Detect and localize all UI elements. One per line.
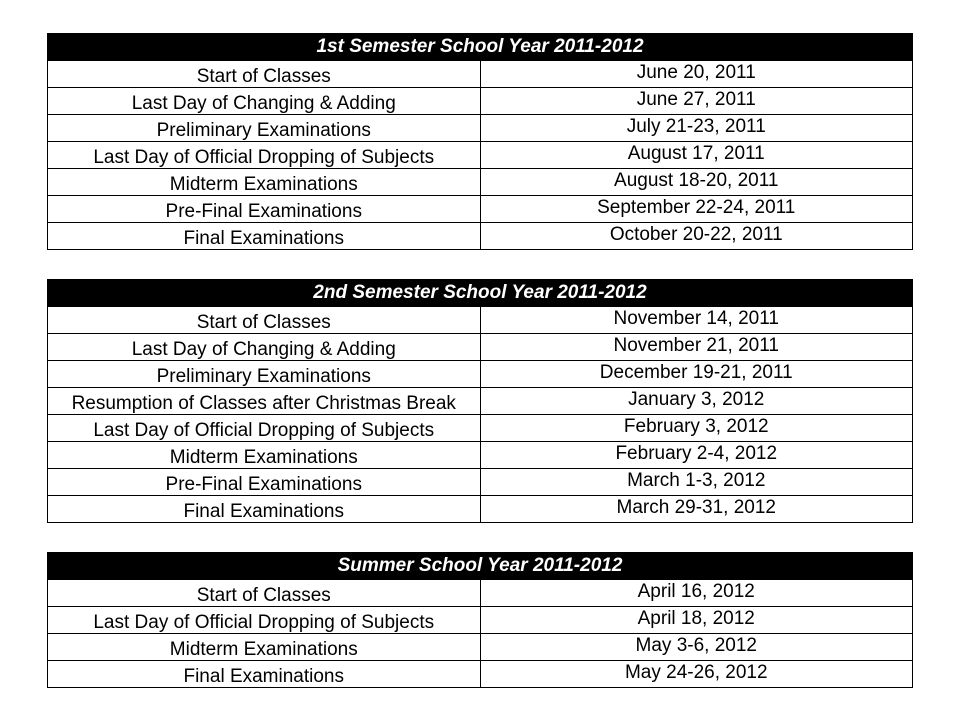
event-cell (48, 307, 481, 334)
event-label: Preliminary Examinations (156, 366, 371, 387)
date-cell (480, 607, 913, 634)
table-header-row (48, 34, 913, 61)
date-label: June 27, 2011 (636, 89, 756, 110)
date-cell (480, 496, 913, 523)
event-cell (48, 169, 481, 196)
date-label: November 21, 2011 (613, 335, 779, 356)
date-label: March 29-31, 2012 (616, 497, 776, 518)
date-label: September 22-24, 2011 (597, 197, 796, 218)
table-row (48, 469, 913, 496)
table-row (48, 196, 913, 223)
event-label: Start of Classes (196, 585, 331, 606)
date-cell (480, 88, 913, 115)
event-cell (48, 415, 481, 442)
event-label: Last Day of Official Dropping of Subjects (93, 612, 435, 633)
event-cell (48, 223, 481, 250)
second-semester-table (47, 279, 913, 523)
event-cell (48, 61, 481, 88)
event-cell (48, 334, 481, 361)
date-cell (480, 61, 913, 88)
table-row (48, 580, 913, 607)
event-cell (48, 634, 481, 661)
table-row (48, 142, 913, 169)
table-row (48, 388, 913, 415)
table-row (48, 415, 913, 442)
event-label: Midterm Examinations (169, 639, 358, 660)
date-cell (480, 661, 913, 688)
table-row (48, 361, 913, 388)
table-header-row (48, 280, 913, 307)
date-label: May 24-26, 2012 (624, 662, 768, 683)
table-title: 2nd Semester School Year 2011-2012 (48, 280, 913, 307)
event-label: Last Day of Changing & Adding (131, 339, 396, 360)
date-cell (480, 307, 913, 334)
table-row (48, 223, 913, 250)
event-cell (48, 388, 481, 415)
table-title: Summer School Year 2011-2012 (48, 553, 913, 580)
event-label: Last Day of Official Dropping of Subjects (93, 420, 435, 441)
table-row (48, 334, 913, 361)
date-cell (480, 196, 913, 223)
event-label: Preliminary Examinations (156, 120, 371, 141)
date-cell (480, 115, 913, 142)
event-cell (48, 115, 481, 142)
date-cell (480, 388, 913, 415)
event-cell (48, 496, 481, 523)
table-row (48, 661, 913, 688)
date-cell (480, 415, 913, 442)
event-label: Midterm Examinations (169, 174, 358, 195)
table-row (48, 496, 913, 523)
date-cell (480, 580, 913, 607)
event-cell (48, 196, 481, 223)
date-label: October 20-22, 2011 (609, 224, 783, 245)
date-cell (480, 142, 913, 169)
summer-table (47, 552, 913, 688)
event-cell (48, 361, 481, 388)
table-row (48, 169, 913, 196)
date-cell (480, 169, 913, 196)
event-cell (48, 442, 481, 469)
table-row (48, 442, 913, 469)
event-label: Final Examinations (183, 501, 345, 522)
event-label: Last Day of Official Dropping of Subjects (93, 147, 435, 168)
date-label: June 20, 2011 (636, 62, 756, 83)
date-label: January 3, 2012 (628, 389, 765, 410)
event-label: Final Examinations (183, 666, 345, 687)
event-label: Start of Classes (196, 312, 331, 333)
event-label: Midterm Examinations (169, 447, 358, 468)
table-row (48, 307, 913, 334)
date-label: April 16, 2012 (637, 581, 755, 602)
date-label: December 19-21, 2011 (599, 362, 793, 383)
date-label: August 17, 2011 (627, 143, 765, 164)
event-cell (48, 580, 481, 607)
table-header-row (48, 553, 913, 580)
date-label: May 3-6, 2012 (635, 635, 757, 656)
table-title: 1st Semester School Year 2011-2012 (48, 34, 913, 61)
date-cell (480, 223, 913, 250)
event-cell (48, 607, 481, 634)
event-cell (48, 469, 481, 496)
date-label: April 18, 2012 (637, 608, 755, 629)
date-label: February 2-4, 2012 (615, 443, 778, 464)
event-label: Resumption of Classes after Christmas Break (71, 393, 456, 414)
table-row (48, 115, 913, 142)
event-cell (48, 142, 481, 169)
event-cell (48, 88, 481, 115)
first-semester-table (47, 33, 913, 250)
table-row (48, 634, 913, 661)
event-label: Start of Classes (196, 66, 331, 87)
table-row (48, 88, 913, 115)
date-cell (480, 442, 913, 469)
date-label: November 14, 2011 (613, 308, 779, 329)
event-label: Final Examinations (183, 228, 345, 249)
date-label: March 1-3, 2012 (627, 470, 766, 491)
date-cell (480, 634, 913, 661)
table-row (48, 607, 913, 634)
date-cell (480, 361, 913, 388)
event-label: Pre-Final Examinations (165, 201, 362, 222)
date-cell (480, 469, 913, 496)
date-label: July 21-23, 2011 (626, 116, 766, 137)
date-label: August 18-20, 2011 (614, 170, 779, 191)
date-cell (480, 334, 913, 361)
event-label: Last Day of Changing & Adding (131, 93, 396, 114)
table-row (48, 61, 913, 88)
date-label: February 3, 2012 (623, 416, 769, 437)
event-cell (48, 661, 481, 688)
event-label: Pre-Final Examinations (165, 474, 362, 495)
